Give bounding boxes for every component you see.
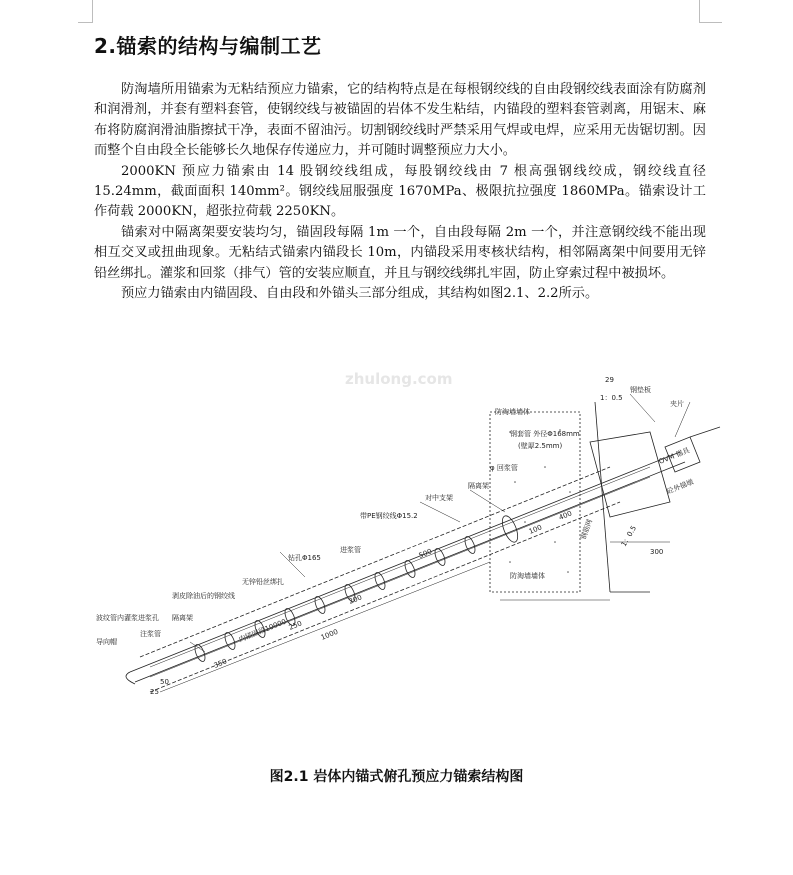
label-wall-bottom: 防淘墙墙体 xyxy=(510,572,545,580)
wall-concrete-dots xyxy=(509,429,574,578)
label-injection: 注浆管 xyxy=(140,630,161,638)
label-sep: 隔离架 xyxy=(172,614,193,622)
paragraph-3: 锚索对中隔离架要安装均匀，锚固段每隔 1m 一个，自由段每隔 2m 一个，并注意钢绞线不能出现相互交叉或扭曲现象。无粘结式锚索内锚段长 10m，内锚段采用枣核状结构，相邻隔离架中间要用无锌铅丝绑扎。灌浆和回浆（排气）管的安装应顺直，并且与钢绞线绑扎牢固，防止穿索过程中被损坏。 xyxy=(94,224,706,281)
label-dim-top: 29 xyxy=(605,376,614,384)
label-dim-d: 500 xyxy=(417,547,434,560)
label-dim-f: 250 xyxy=(287,619,304,632)
paragraph-1: 防淘墙所用锚索为无粘结预应力锚索，它的结构特点是在每根钢绞线的自由段钢绞线表面涂有防腐剂和润滑剂，并套有塑料套管，使钢绞线与被锚固的岩体不发生粘结，内锚段的塑料套管剥离，用锯末、麻布将防腐润滑油脂擦拭干净，表面不留油污。切割钢绞线时严禁采用气焊或电焊，应采用无齿锯切割。因而整个自由段全长能够长久地保存传递应力，并可随时调整预应力大小。 xyxy=(94,82,706,159)
retaining-wall xyxy=(490,412,580,592)
label-stripped: 剥皮除油后的钢绞线 xyxy=(172,592,235,600)
label-slope-top: 1：0.5 xyxy=(600,394,623,402)
watermark-zhulong: zhulong.com xyxy=(345,372,453,388)
concrete-pier xyxy=(590,432,670,517)
label-concrete-pier: 砼外锚墩 xyxy=(665,477,695,496)
guide-cap xyxy=(126,672,135,684)
label-pipe-len: (壁厚2.5mm) xyxy=(518,442,563,450)
body-text xyxy=(94,80,706,304)
label-grout-head: 波纹管内灌浆进浆孔 xyxy=(96,614,159,622)
label-wall-top: 防淘墙墙体 xyxy=(495,408,530,416)
label-strand: 带PE钢绞线Φ15.2 xyxy=(360,512,418,520)
label-dim-h: 200 xyxy=(347,593,364,606)
label-clip: 夹片 xyxy=(670,400,684,408)
paragraph-4: 预应力锚索由内锚固段、自由段和外锚头三部分组成，其结构如图2.1、2.2所示。 xyxy=(121,286,599,302)
label-pipe: 钢套管 外径Φ168mm xyxy=(510,430,580,438)
anchor-structure-figure xyxy=(90,372,730,702)
page-corner-mark-left xyxy=(78,0,93,23)
label-spacer: 隔离架 xyxy=(468,482,489,490)
anchor-structure-drawing xyxy=(90,372,730,702)
label-hole: 钻孔Φ165 xyxy=(288,554,321,562)
page-corner-mark-right xyxy=(699,0,722,23)
label-anchor-head: OVM 锚具 xyxy=(657,446,691,466)
label-dim-j: 25 xyxy=(150,688,159,696)
label-steel-spiral: 钢筋网 xyxy=(579,518,595,541)
label-dim-c: 300 xyxy=(650,548,664,556)
label-dim-e: 350 xyxy=(212,657,229,670)
section-title: 2.锚索的结构与编制工艺 xyxy=(94,34,322,58)
label-bare-wire: 无锌铅丝绑扎 xyxy=(242,578,284,586)
paragraph-2: 2000KN 预应力锚索由 14 股钢绞线组成，每股钢绞线由 7 根高强钢线绞成，钢绞线直径 15.24mm，截面面积 140mm²。钢绞线屈服强度 1670MPa、极限抗拉强度 1860MPa。锚索设计工作荷载 2000KN，超张拉荷载 2250KN。 xyxy=(94,163,706,220)
label-dim-g: 1000 xyxy=(319,627,340,642)
label-guide-cap: 导向帽 xyxy=(96,638,117,646)
label-dim-a: 100 xyxy=(527,523,544,536)
label-grout-pipe-out: φ 回浆管 xyxy=(490,464,518,472)
label-dim-i: 50 xyxy=(160,678,169,686)
label-slope-bottom: 1：0.5 xyxy=(619,524,639,548)
figure-caption: 图2.1 岩体内锚式俯孔预应力锚索结构图 xyxy=(269,769,524,785)
label-dim-b: 400 xyxy=(557,509,574,522)
label-anchor-plate: 钢垫板 xyxy=(630,386,651,394)
label-grout-pipe: 进浆管 xyxy=(340,546,361,554)
label-cross-frame: 对中支架 xyxy=(425,494,453,502)
label-fixed-length: 内锚固段10000 xyxy=(237,617,288,644)
